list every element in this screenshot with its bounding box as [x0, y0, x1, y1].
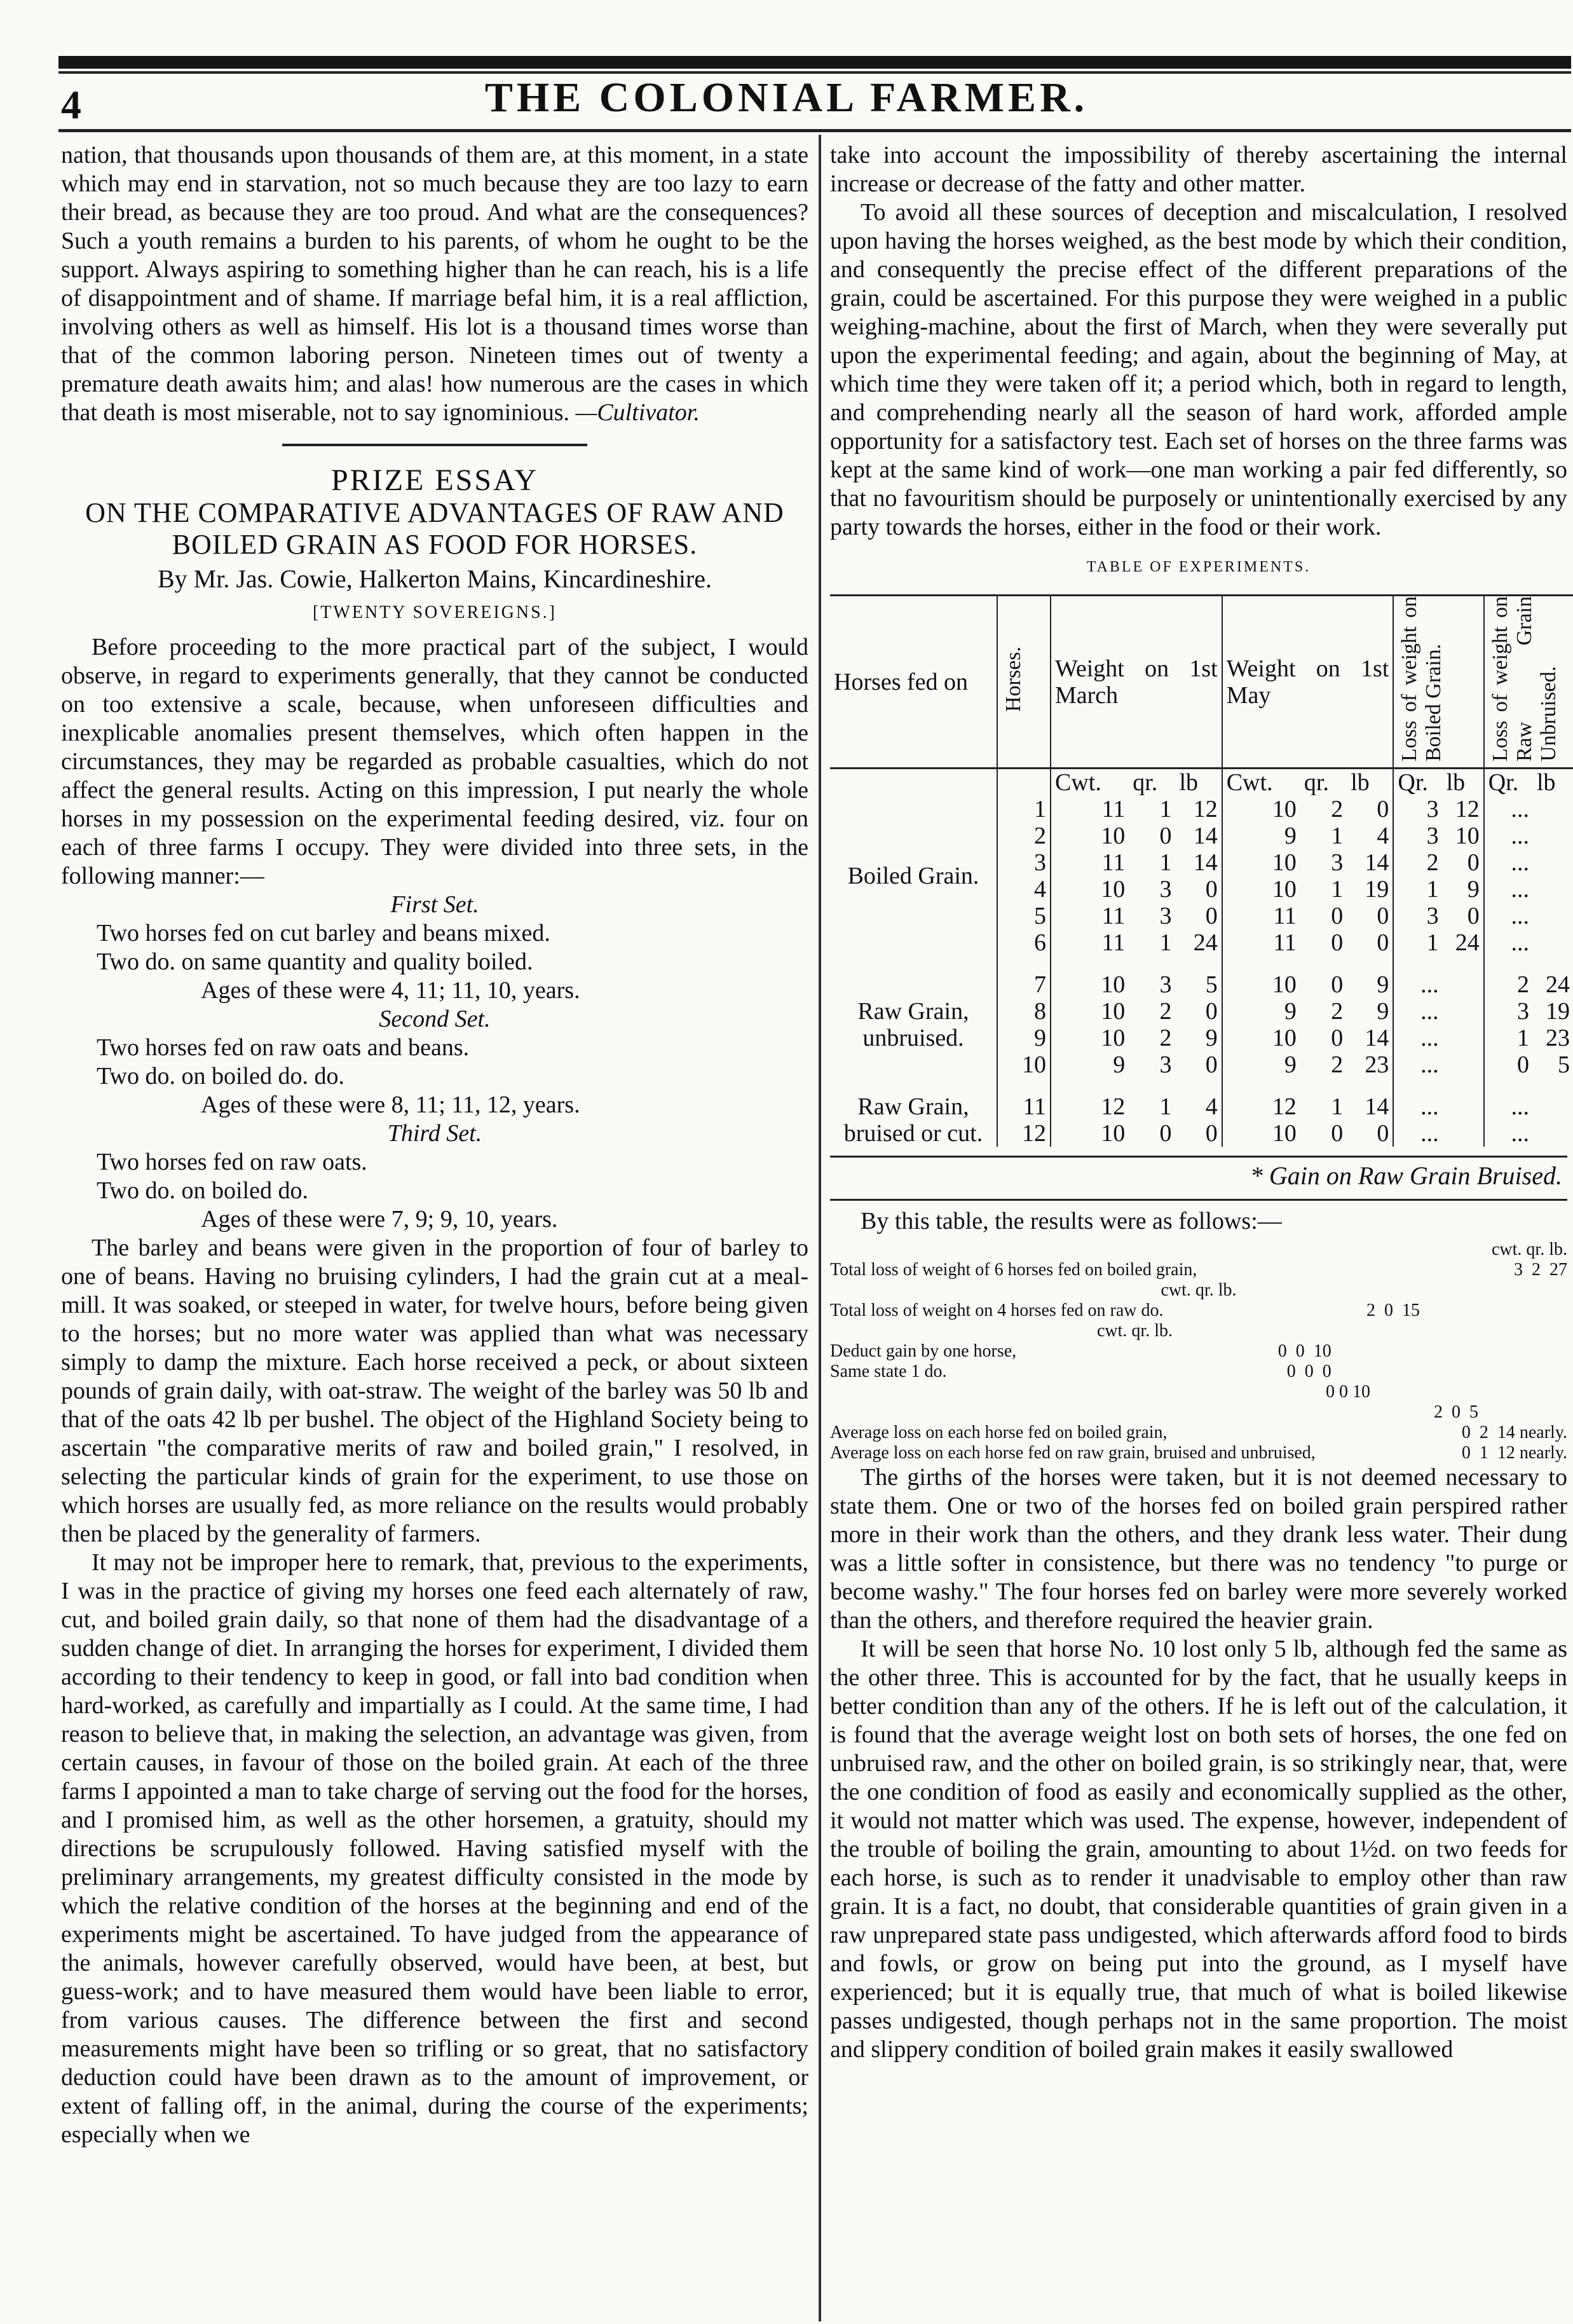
cell-r-qr: ...	[1484, 823, 1533, 849]
cell-r-qr: 3	[1484, 998, 1533, 1025]
cell-no: 8	[997, 998, 1051, 1025]
cell-r-lb	[1533, 796, 1573, 823]
horse-ten-paragraph: It will be seen that horse No. 10 lost only 5 lb, although fed the same as the other three. This is accounted for by the fact, that he usually keeps in better condition than any of the others. If he is left out of the calculation, it is found that the average weight lost on both sets of horses, the one fed on unbruised raw, and the other on boiled grain, is so strikingly near, that, were the one condition of food as easily and economically supplied as the other, it would not matter which was used. The expense, however, independent of the trouble of boiling the grain, amounting to about 1½d. on two feeds for each horse, is such as to render it unadvisable to employ other than raw grain. It is a fact, no doubt, that considerable quantities of grain given in a raw unprepared state pass undigested, which afterwards afford food to birds and fowls, or grow on being put into the ground, as I myself have experienced; but it is equally true, that much of what is boiled likewise passes undigested, though perhaps not in the same proportion. The moist and slippery condition of boiled grain makes it easily swallowed	[830, 1636, 1567, 2063]
results-line: Deduct gain by one horse, 0 0 10	[830, 1341, 1331, 1361]
cell-m-cwt: 12	[1051, 1093, 1129, 1120]
cell-b-lb	[1443, 1120, 1484, 1147]
cell-y-lb: 0	[1377, 929, 1389, 956]
cell-m-cwt: 10	[1051, 971, 1129, 998]
group-boiled-grain	[830, 796, 1573, 956]
cell-m-lb: 24	[1193, 929, 1218, 956]
cell-m-lb: 14	[1193, 823, 1218, 849]
cell-r-qr: ...	[1484, 903, 1533, 929]
cell-b-qr: 3	[1393, 796, 1442, 823]
cell-r-qr: ...	[1484, 876, 1533, 903]
cell-r-qr: ...	[1484, 929, 1533, 956]
cell-y-lb: 0	[1377, 903, 1389, 929]
col-header-horses: Horses.	[997, 596, 1051, 769]
col-header-loss-raw: Loss of weight on Raw Grain Unbruised.	[1484, 596, 1573, 769]
cell-m-qr: 3	[1159, 1051, 1172, 1078]
group-gap	[830, 1078, 1573, 1093]
cell-y-lb: 0	[1377, 796, 1389, 823]
essay-paragraph-3: It may not be improper here to remark, that, previous to the experiments, I was in the practice of giving my horses one feed each alternately of raw, cut, and boiled grain daily, so that none of them had the disadvantage of a sudden change of diet. In arranging the horses for experiment, I divided them according to their tendency to keep in good, or fall into bad condition when hard-worked, as carefully and impartially as I could. At the same time, I had reason to believe that, in making the selection, an advantage was given, from certain causes, in favour of those on the boiled grain. At each of the three farms I appointed a man to take charge of serving out the food for the horses, and I promised him, as well as the other horsemen, a gratuity, should my directions be scrupulously followed. Having satisfied myself with the preliminary arrangements, my greatest difficulty consisted in the mode by which the relative condition of the horses at the beginning and end of the experiments might be ascertained. To have judged from the appearance of the animals, however carefully observed, would have been, at best, but guess-work; and to have measured them would have been liable to error, from various causes. The difference between the first and second measurements might have been so trifling or so great, that no satisfactory deduction could have been drawn as to the amount of improvement, or extent of falling off, in the animal, during the course of the experiments; especially when we	[61, 1549, 808, 2148]
results-line: Average loss on each horse fed on raw grain, bruised and unbruised, 0 1 12 nearly.	[830, 1443, 1567, 1463]
table-row	[830, 971, 1573, 998]
cell-r-lb: 24	[1546, 971, 1570, 998]
results-intro: By this table, the results were as follows:—	[861, 1208, 1282, 1234]
cell-m-qr: 0	[1159, 823, 1172, 849]
page-number: 4	[61, 82, 81, 127]
feeding-sets	[61, 891, 808, 1234]
cell-m-lb: 0	[1205, 1120, 1218, 1147]
cell-r-lb: 19	[1546, 998, 1570, 1025]
group-raw-bruised	[830, 1078, 1573, 1147]
cell-m-cwt: 11	[1051, 796, 1129, 823]
cell-b-lb: 24	[1455, 929, 1480, 956]
cell-m-cwt: 11	[1051, 903, 1129, 929]
cell-no: 1	[997, 796, 1051, 823]
right-column	[830, 141, 1570, 2064]
cell-r-qr: ...	[1484, 849, 1533, 876]
cell-y-lb: 9	[1377, 998, 1389, 1025]
set-ages: Ages of these were 4, 11; 11, 10, years.	[201, 977, 580, 1004]
set-ages: Ages of these were 7, 9; 9, 10, years.	[201, 1206, 558, 1233]
cell-r-lb	[1533, 1093, 1573, 1120]
cell-m-lb: 0	[1205, 903, 1218, 929]
cell-m-lb: 14	[1193, 849, 1218, 876]
cell-y-cwt: 11	[1222, 929, 1300, 956]
cell-b-qr: 1	[1393, 876, 1442, 903]
group-label: Raw Grain, unbruised.	[857, 998, 969, 1051]
cell-y-qr: 0	[1331, 1025, 1344, 1051]
cell-r-qr: ...	[1484, 1120, 1533, 1147]
essay-title: ON THE COMPARATIVE ADVANTAGES OF RAW AND BOILED GRAIN AS FOOD FOR HORSES.	[85, 497, 784, 560]
footnote-rule	[830, 1199, 1567, 1201]
cell-y-qr: 1	[1331, 1093, 1344, 1120]
set-line: Two do. on same quantity and quality boiled.	[97, 948, 533, 975]
cell-r-qr: ...	[1484, 796, 1533, 823]
cell-m-lb: 0	[1205, 876, 1218, 903]
cell-m-qr: 2	[1159, 998, 1172, 1025]
cell-y-lb: 23	[1365, 1051, 1389, 1078]
cell-no: 2	[997, 823, 1051, 849]
cell-y-cwt: 10	[1222, 1025, 1300, 1051]
cell-m-qr: 3	[1159, 876, 1172, 903]
cell-m-qr: 1	[1159, 849, 1172, 876]
intro-text: nation, that thousands upon thousands of them are, at this moment, in a state which may end in starvation, not so much because they are too lazy to earn their bread, as because they are too proud. And what are the consequences? Such a youth remains a burden to his parents, of whom he ought to be the support. Always aspiring to something higher than he can reach, his is a life of disappointment and of shame. If marriage befal him, it is a real affliction, involving others as well as himself. His lot is a thousand times worse than that of the common laboring person. Nineteen times out of twenty a premature death awaits him; and alas! how numerous are the cases in which that death is most miserable, not to say ignominious.	[61, 142, 808, 426]
cell-m-cwt: 11	[1051, 849, 1129, 876]
intro-source: —Cultivator.	[575, 399, 700, 426]
set-line: Two do. on boiled do.	[97, 1177, 308, 1204]
results-line: Total loss of weight on 4 horses fed on raw do. 2 0 15	[830, 1301, 1420, 1320]
set-line: Two do. on boiled do. do.	[97, 1063, 344, 1090]
set-heading: Second Set.	[379, 1006, 491, 1032]
cell-y-qr: 2	[1331, 1051, 1344, 1078]
cell-r-lb	[1533, 929, 1573, 956]
cell-m-cwt: 10	[1051, 998, 1129, 1025]
cell-m-qr: 1	[1159, 796, 1172, 823]
essay-paragraph-2: The barley and beans were given in the proportion of four of barley to one of beans. Having no bruising cylinders, I had the grain cut at a meal-mill. It was soaked, or steeped in water, for twelve hours, before being given to the horses; but no more water was applied than what was necessary simply to damp the mixture. Each horse received a peck, or about sixteen pounds of grain daily, with oat-straw. The weight of the barley was 50 lb and that of the oats 42 lb per bushel. The object of the Highland Society being to ascertain "the comparative merits of raw and boiled grain," I resolved, in selecting the particular kinds of grain for the experiment, to use those on which horses are usually fed, as more reliance on the results would probably then be placed by the generality of farmers.	[61, 1234, 808, 1547]
cell-r-qr: 2	[1484, 971, 1533, 998]
cell-m-qr: 1	[1159, 1093, 1172, 1120]
cell-b-lb: 10	[1455, 823, 1480, 849]
col-header-fed-on: Horses fed on	[830, 596, 997, 769]
essay-paragraph-1: Before proceeding to the more practical part of the subject, I would observe, in regard to experiments generally, that they cannot be conducted on too extensive a scale, because, when unforeseen difficulties and inexplicable anomalies present themselves, which often happen in the circumstances, they may be regarded as probable casualties, which do not affect the general results. Acting on this impression, I put nearly the whole horses in my possession on the experimental feeding desired, viz. four on each of three farms I occupy. They were divided into three sets, in the following manner:—	[61, 634, 808, 889]
cell-no: 9	[997, 1025, 1051, 1051]
set-line: Two horses fed on raw oats and beans.	[97, 1034, 470, 1061]
prize-note: [TWENTY SOVEREIGNS.]	[312, 603, 557, 622]
masthead: THE COLONIAL FARMER.	[484, 74, 1089, 121]
cell-r-lb	[1533, 823, 1573, 849]
cell-b-lb	[1443, 998, 1484, 1025]
cell-m-qr: 3	[1159, 971, 1172, 998]
cell-y-cwt: 10	[1222, 1120, 1300, 1147]
cell-b-lb	[1443, 971, 1484, 998]
col-header-loss-boiled: Loss of weight on Boiled Grain.	[1393, 596, 1483, 769]
cell-y-qr: 1	[1331, 876, 1344, 903]
cell-b-qr: ...	[1393, 998, 1442, 1025]
cell-m-lb: 5	[1205, 971, 1218, 998]
cell-y-lb: 19	[1365, 876, 1389, 903]
experiments-table	[830, 594, 1573, 1147]
cell-b-qr: ...	[1393, 971, 1442, 998]
cell-r-lb	[1533, 849, 1573, 876]
cell-r-lb	[1533, 876, 1573, 903]
cell-r-qr: ...	[1484, 1093, 1533, 1120]
cell-y-qr: 0	[1331, 929, 1344, 956]
set-ages: Ages of these were 8, 11; 11, 12, years.	[201, 1091, 580, 1118]
cell-y-cwt: 9	[1222, 823, 1300, 849]
cell-y-cwt: 9	[1222, 1051, 1300, 1078]
cell-r-lb	[1533, 903, 1573, 929]
cell-y-qr: 3	[1331, 849, 1344, 876]
continued-paragraph: take into account the impossibility of thereby ascertaining the internal increase or decrease of the fatty and other matter.	[830, 142, 1567, 197]
cell-b-qr: ...	[1393, 1093, 1442, 1120]
set-heading: First Set.	[390, 891, 479, 918]
cell-y-cwt: 9	[1222, 998, 1300, 1025]
cell-b-lb: 0	[1467, 903, 1480, 929]
essay-heading: PRIZE ESSAY	[331, 463, 538, 497]
cell-y-lb: 14	[1365, 1093, 1389, 1120]
cell-y-qr: 0	[1331, 903, 1344, 929]
cell-m-cwt: 11	[1051, 929, 1129, 956]
cell-no: 6	[997, 929, 1051, 956]
cell-m-lb: 0	[1205, 998, 1218, 1025]
results-line: Average loss on each horse fed on boiled grain, 0 2 14 nearly.	[830, 1423, 1567, 1442]
cell-b-qr: 3	[1393, 823, 1442, 849]
cell-y-cwt: 10	[1222, 796, 1300, 823]
cell-b-lb	[1443, 1025, 1484, 1051]
cell-m-lb: 12	[1193, 796, 1218, 823]
cell-r-lb: 23	[1546, 1025, 1570, 1051]
cell-r-lb	[1533, 1120, 1573, 1147]
table-bottom-rule	[830, 1156, 1567, 1158]
results-line: Total loss of weight of 6 horses fed on boiled grain, 3 2 27	[830, 1260, 1567, 1280]
cell-m-qr: 1	[1159, 929, 1172, 956]
col-header-weight-may: Weight on 1st May	[1222, 596, 1394, 769]
units-row: Cwt. qr. lb Cwt. qr. lb Qr. lb Qr. lb	[830, 769, 1573, 796]
cell-r-lb: 5	[1558, 1051, 1570, 1078]
col-header-weight-march: Weight on 1st March	[1051, 596, 1222, 769]
cell-y-lb: 4	[1377, 823, 1389, 849]
cell-b-lb	[1443, 1093, 1484, 1120]
cell-m-qr: 2	[1159, 1025, 1172, 1051]
intro-paragraph	[61, 141, 808, 427]
cell-y-lb: 9	[1377, 971, 1389, 998]
left-column	[61, 141, 808, 2149]
group-label: Raw Grain, bruised or cut.	[843, 1093, 983, 1147]
table-caption: TABLE OF EXPERIMENTS.	[1086, 559, 1311, 575]
cell-no: 4	[997, 876, 1051, 903]
table-row	[830, 1093, 1573, 1120]
cell-y-qr: 1	[1331, 823, 1344, 849]
cell-m-lb: 0	[1205, 1051, 1218, 1078]
cell-m-cwt: 10	[1051, 876, 1129, 903]
cell-b-qr: 1	[1393, 929, 1442, 956]
top-heavy-rule	[58, 56, 1571, 69]
set-line: Two horses fed on raw oats.	[97, 1149, 367, 1175]
cell-m-lb: 4	[1205, 1093, 1218, 1120]
cell-m-cwt: 10	[1051, 1025, 1129, 1051]
cell-y-cwt: 10	[1222, 971, 1300, 998]
results-line: Same state 1 do. 0 0 0	[830, 1362, 1331, 1381]
cell-y-qr: 0	[1331, 1120, 1344, 1147]
cell-m-qr: 0	[1159, 1120, 1172, 1147]
cell-b-lb: 0	[1467, 849, 1480, 876]
column-divider	[819, 135, 821, 2321]
results-subtotal: 0 0 10	[1326, 1382, 1370, 1402]
results-block	[830, 1240, 1567, 1463]
cell-y-cwt: 10	[1222, 876, 1300, 903]
results-unit-head-1: cwt. qr. lb.	[1492, 1240, 1567, 1259]
cell-b-lb: 12	[1455, 796, 1480, 823]
girths-paragraph: The girths of the horses were taken, but it is not deemed necessary to state them. One or two of the horses fed on boiled grain perspired rather more in their work than the others, and they drank less water. Their dung was a little softer in consistence, but there was no tendency "to purge or become washy." The four horses fed on barley were more severely worked than the others, and therefore required the heavier grain.	[830, 1464, 1567, 1634]
cell-no: 10	[997, 1051, 1051, 1078]
cell-m-cwt: 10	[1051, 1120, 1129, 1147]
cell-no: 7	[997, 971, 1051, 998]
group-raw-unbruised	[830, 956, 1573, 1078]
cell-m-qr: 3	[1159, 903, 1172, 929]
cell-y-cwt: 10	[1222, 849, 1300, 876]
results-unit-head-3: cwt. qr. lb.	[1097, 1321, 1173, 1341]
cell-y-qr: 2	[1331, 796, 1344, 823]
set-heading: Third Set.	[387, 1120, 482, 1147]
cell-m-cwt: 10	[1051, 823, 1129, 849]
group-label: Boiled Grain.	[847, 863, 979, 889]
cell-b-lb	[1443, 1051, 1484, 1078]
cell-m-lb: 9	[1205, 1025, 1218, 1051]
cell-no: 12	[997, 1120, 1051, 1147]
cell-no: 3	[997, 849, 1051, 876]
masthead-rule	[58, 129, 1571, 132]
cell-b-qr: 2	[1393, 849, 1442, 876]
cell-y-cwt: 12	[1222, 1093, 1300, 1120]
cell-b-qr: ...	[1393, 1120, 1442, 1147]
cell-r-qr: 0	[1484, 1051, 1533, 1078]
cell-y-qr: 0	[1331, 971, 1344, 998]
weighing-paragraph: To avoid all these sources of deception and miscalculation, I resolved upon having the horses weighed, as the best mode by which their condition, and consequently the precise effect of the different preparations of the grain, could be ascertained. For this purpose they were weighed in a public weighing-machine, about the first of March, when they were severally put upon the experimental feeding; and again, about the beginning of May, at which time they were taken off it; a period which, both in regard to length, and comprehending nearly all the season of hard work, afforded ample opportunity for a satisfactory test. Each set of horses on the three farms was kept at the same kind of work—one man working a pair fed differently, so that no favouritism should be purposely or unintentionally exercised by any party towards the horses, either in the food or their work.	[830, 199, 1567, 540]
set-line: Two horses fed on cut barley and beans mixed.	[97, 920, 550, 947]
cell-b-qr: ...	[1393, 1051, 1442, 1078]
section-rule	[282, 444, 587, 446]
results-net: 2 0 5	[1434, 1402, 1478, 1422]
cell-y-lb: 0	[1377, 1120, 1389, 1147]
cell-b-qr: ...	[1393, 1025, 1442, 1051]
cell-m-cwt: 9	[1051, 1051, 1129, 1078]
cell-no: 5	[997, 903, 1051, 929]
results-unit-head-2: cwt. qr. lb.	[1161, 1280, 1237, 1300]
cell-y-qr: 2	[1331, 998, 1344, 1025]
cell-y-lb: 14	[1365, 1025, 1389, 1051]
cell-y-lb: 14	[1365, 849, 1389, 876]
cell-b-qr: 3	[1393, 903, 1442, 929]
cell-r-qr: 1	[1484, 1025, 1533, 1051]
cell-no: 11	[997, 1093, 1051, 1120]
cell-y-cwt: 11	[1222, 903, 1300, 929]
group-gap	[830, 956, 1573, 971]
essay-byline: By Mr. Jas. Cowie, Halkerton Mains, Kincardineshire.	[157, 564, 712, 593]
table-row	[830, 796, 1573, 823]
table-footnote: * Gain on Raw Grain Bruised.	[1250, 1161, 1562, 1190]
cell-b-lb: 9	[1467, 876, 1480, 903]
